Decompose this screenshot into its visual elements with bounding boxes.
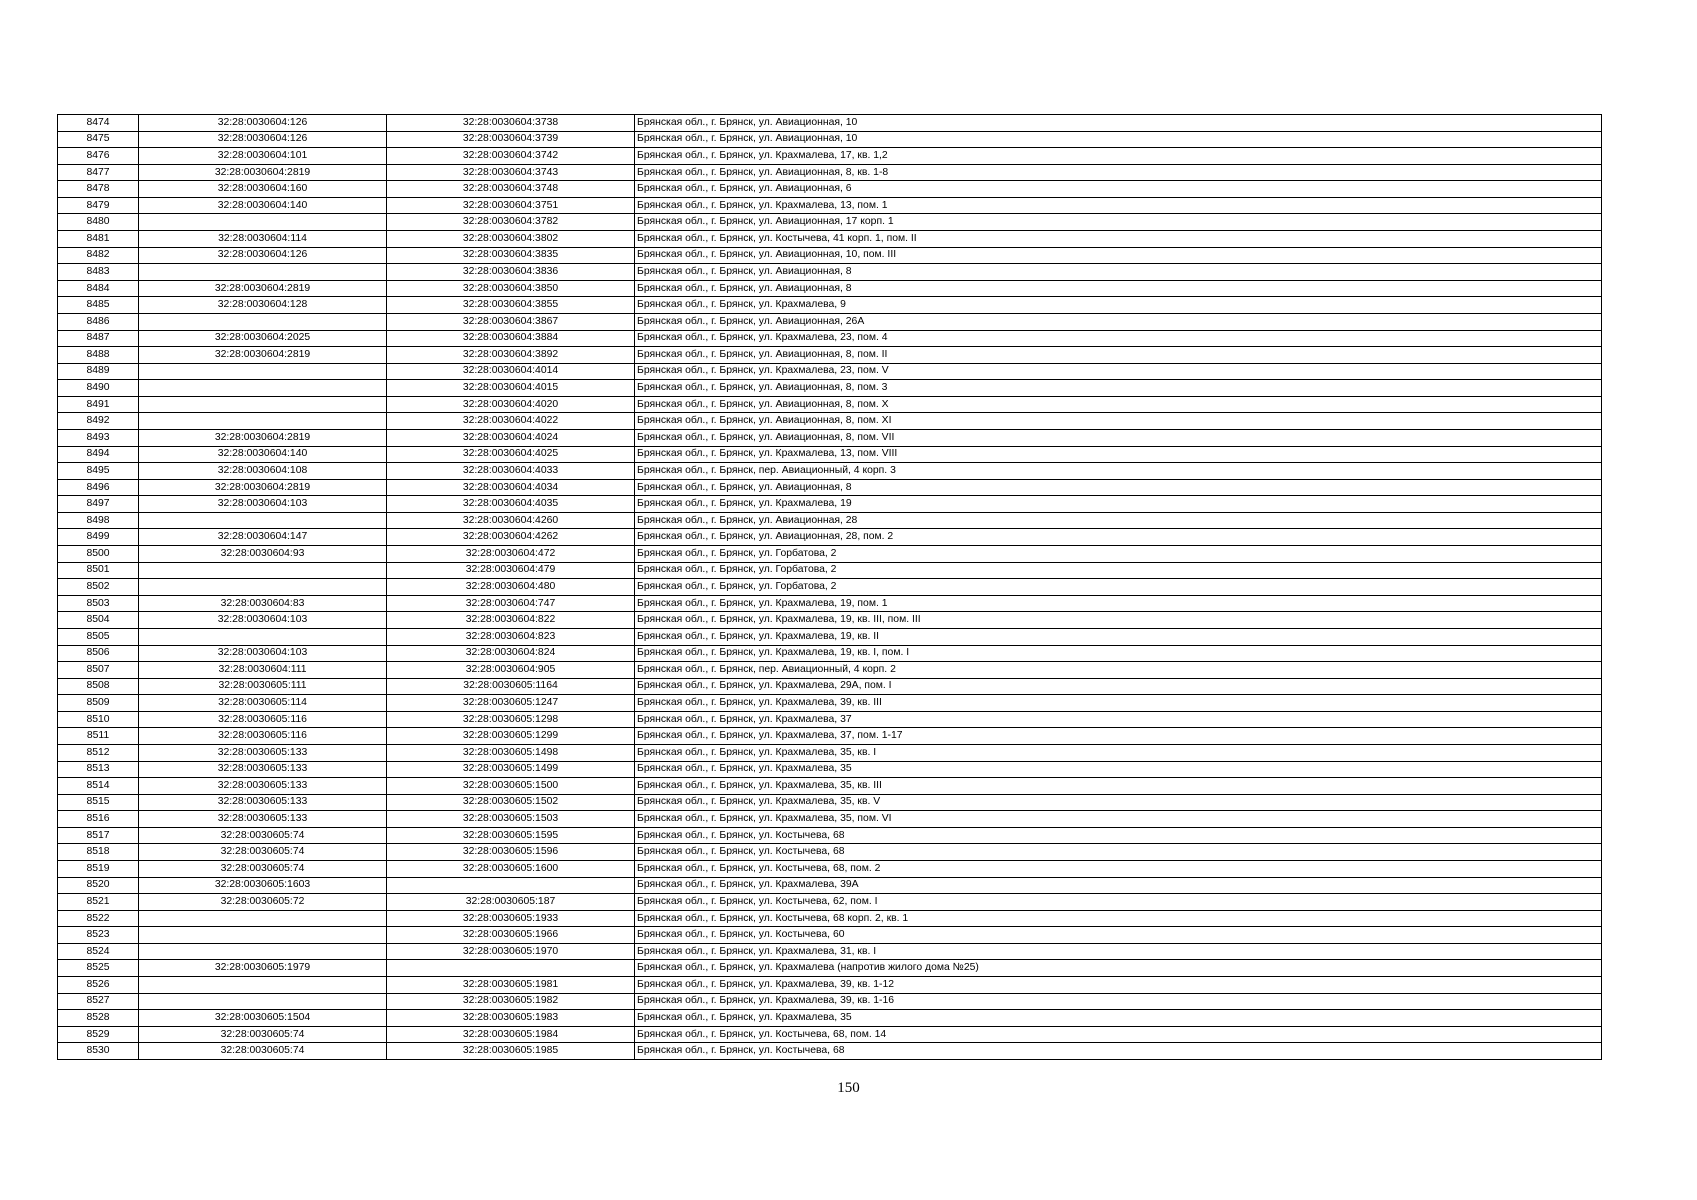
object-cadastral-number-cell: 32:28:0030605:187: [387, 894, 635, 911]
object-cadastral-number-cell: 32:28:0030604:3742: [387, 148, 635, 165]
table-row: [58, 993, 1602, 1010]
parcel-cadastral-number-cell: 32:28:0030605:74: [139, 861, 387, 878]
row-number-cell: 8474: [58, 115, 139, 132]
row-number-cell: 8478: [58, 181, 139, 198]
table-row: [58, 496, 1602, 513]
parcel-cadastral-number-cell: [139, 264, 387, 281]
address-cell: Брянская обл., г. Брянск, ул. Авиационная, 8, пом. II: [635, 347, 1602, 364]
table-row: [58, 164, 1602, 181]
parcel-cadastral-number-cell: 32:28:0030604:93: [139, 546, 387, 563]
object-cadastral-number-cell: 32:28:0030604:3739: [387, 131, 635, 148]
row-number-cell: 8514: [58, 778, 139, 795]
parcel-cadastral-number-cell: 32:28:0030605:133: [139, 778, 387, 795]
row-number-cell: 8487: [58, 330, 139, 347]
parcel-cadastral-number-cell: 32:28:0030605:133: [139, 794, 387, 811]
address-cell: Брянская обл., г. Брянск, ул. Авиационная, 26А: [635, 313, 1602, 330]
row-number-cell: 8495: [58, 463, 139, 480]
row-number-cell: 8528: [58, 1010, 139, 1027]
row-number-cell: 8501: [58, 562, 139, 579]
table-row: [58, 231, 1602, 248]
table-row: [58, 264, 1602, 281]
row-number-cell: 8523: [58, 927, 139, 944]
table-row: [58, 678, 1602, 695]
row-number-cell: 8486: [58, 313, 139, 330]
table-row: [58, 927, 1602, 944]
parcel-cadastral-number-cell: [139, 977, 387, 994]
parcel-cadastral-number-cell: [139, 413, 387, 430]
address-cell: Брянская обл., г. Брянск, ул. Крахмалева, 31, кв. I: [635, 943, 1602, 960]
address-cell: Брянская обл., г. Брянск, ул. Костычева, 68: [635, 827, 1602, 844]
row-number-cell: 8515: [58, 794, 139, 811]
object-cadastral-number-cell: 32:28:0030605:1498: [387, 744, 635, 761]
parcel-cadastral-number-cell: 32:28:0030605:133: [139, 744, 387, 761]
address-cell: Брянская обл., г. Брянск, ул. Горбатова, 2: [635, 546, 1602, 563]
parcel-cadastral-number-cell: 32:28:0030605:74: [139, 844, 387, 861]
table-row: [58, 479, 1602, 496]
row-number-cell: 8488: [58, 347, 139, 364]
table-row: [58, 148, 1602, 165]
register-table-body: [58, 115, 1602, 1060]
parcel-cadastral-number-cell: 32:28:0030604:160: [139, 181, 387, 198]
address-cell: Брянская обл., г. Брянск, ул. Крахмалева (напротив жилого дома №25): [635, 960, 1602, 977]
address-cell: Брянская обл., г. Брянск, ул. Костычева, 68: [635, 844, 1602, 861]
row-number-cell: 8484: [58, 280, 139, 297]
object-cadastral-number-cell: 32:28:0030604:4025: [387, 446, 635, 463]
address-cell: Брянская обл., г. Брянск, ул. Авиационная, 8: [635, 479, 1602, 496]
parcel-cadastral-number-cell: [139, 927, 387, 944]
object-cadastral-number-cell: 32:28:0030605:1502: [387, 794, 635, 811]
row-number-cell: 8519: [58, 861, 139, 878]
row-number-cell: 8517: [58, 827, 139, 844]
parcel-cadastral-number-cell: 32:28:0030604:2819: [139, 164, 387, 181]
parcel-cadastral-number-cell: 32:28:0030604:126: [139, 115, 387, 132]
parcel-cadastral-number-cell: 32:28:0030604:140: [139, 446, 387, 463]
address-cell: Брянская обл., г. Брянск, ул. Крахмалева, 29А, пом. I: [635, 678, 1602, 695]
address-cell: Брянская обл., г. Брянск, ул. Авиационная, 8: [635, 264, 1602, 281]
parcel-cadastral-number-cell: 32:28:0030604:147: [139, 529, 387, 546]
object-cadastral-number-cell: 32:28:0030604:3748: [387, 181, 635, 198]
address-cell: Брянская обл., г. Брянск, ул. Крахмалева, 23, пом. 4: [635, 330, 1602, 347]
address-cell: Брянская обл., г. Брянск, ул. Крахмалева, 19: [635, 496, 1602, 513]
object-cadastral-number-cell: 32:28:0030605:1600: [387, 861, 635, 878]
parcel-cadastral-number-cell: [139, 313, 387, 330]
object-cadastral-number-cell: 32:28:0030605:1983: [387, 1010, 635, 1027]
object-cadastral-number-cell: 32:28:0030604:3884: [387, 330, 635, 347]
address-cell: Брянская обл., г. Брянск, ул. Авиационная, 17 корп. 1: [635, 214, 1602, 231]
parcel-cadastral-number-cell: [139, 628, 387, 645]
parcel-cadastral-number-cell: 32:28:0030605:1979: [139, 960, 387, 977]
object-cadastral-number-cell: 32:28:0030604:4014: [387, 363, 635, 380]
row-number-cell: 8529: [58, 1026, 139, 1043]
row-number-cell: 8494: [58, 446, 139, 463]
row-number-cell: 8511: [58, 728, 139, 745]
object-cadastral-number-cell: 32:28:0030604:3835: [387, 247, 635, 264]
object-cadastral-number-cell: 32:28:0030605:1933: [387, 910, 635, 927]
row-number-cell: 8482: [58, 247, 139, 264]
address-cell: Брянская обл., г. Брянск, ул. Крахмалева, 39, кв. 1-12: [635, 977, 1602, 994]
object-cadastral-number-cell: 32:28:0030604:4024: [387, 429, 635, 446]
address-cell: Брянская обл., г. Брянск, ул. Крахмалева, 13, пом. 1: [635, 197, 1602, 214]
parcel-cadastral-number-cell: [139, 993, 387, 1010]
row-number-cell: 8527: [58, 993, 139, 1010]
row-number-cell: 8503: [58, 595, 139, 612]
table-row: [58, 811, 1602, 828]
object-cadastral-number-cell: 32:28:0030604:472: [387, 546, 635, 563]
row-number-cell: 8512: [58, 744, 139, 761]
address-cell: Брянская обл., г. Брянск, ул. Авиационная, 28, пом. 2: [635, 529, 1602, 546]
parcel-cadastral-number-cell: 32:28:0030604:2025: [139, 330, 387, 347]
address-cell: Брянская обл., г. Брянск, ул. Авиационная, 6: [635, 181, 1602, 198]
object-cadastral-number-cell: 32:28:0030605:1247: [387, 695, 635, 712]
parcel-cadastral-number-cell: 32:28:0030605:1504: [139, 1010, 387, 1027]
row-number-cell: 8479: [58, 197, 139, 214]
table-row: [58, 413, 1602, 430]
row-number-cell: 8481: [58, 231, 139, 248]
object-cadastral-number-cell: 32:28:0030604:3782: [387, 214, 635, 231]
object-cadastral-number-cell: 32:28:0030604:822: [387, 612, 635, 629]
table-row: [58, 711, 1602, 728]
object-cadastral-number-cell: 32:28:0030605:1595: [387, 827, 635, 844]
object-cadastral-number-cell: 32:28:0030604:3743: [387, 164, 635, 181]
parcel-cadastral-number-cell: [139, 562, 387, 579]
object-cadastral-number-cell: 32:28:0030605:1596: [387, 844, 635, 861]
row-number-cell: 8480: [58, 214, 139, 231]
object-cadastral-number-cell: [387, 960, 635, 977]
address-cell: Брянская обл., г. Брянск, ул. Крахмалева, 39, кв. 1-16: [635, 993, 1602, 1010]
address-cell: Брянская обл., г. Брянск, ул. Крахмалева, 39А: [635, 877, 1602, 894]
address-cell: Брянская обл., г. Брянск, ул. Авиационная, 8, пом. X: [635, 396, 1602, 413]
object-cadastral-number-cell: 32:28:0030605:1981: [387, 977, 635, 994]
object-cadastral-number-cell: 32:28:0030604:4022: [387, 413, 635, 430]
table-row: [58, 595, 1602, 612]
parcel-cadastral-number-cell: 32:28:0030605:116: [139, 728, 387, 745]
object-cadastral-number-cell: 32:28:0030604:3867: [387, 313, 635, 330]
table-row: [58, 330, 1602, 347]
object-cadastral-number-cell: 32:28:0030604:4260: [387, 512, 635, 529]
parcel-cadastral-number-cell: 32:28:0030604:126: [139, 131, 387, 148]
row-number-cell: 8485: [58, 297, 139, 314]
object-cadastral-number-cell: 32:28:0030604:3850: [387, 280, 635, 297]
object-cadastral-number-cell: 32:28:0030605:1982: [387, 993, 635, 1010]
table-row: [58, 446, 1602, 463]
table-row: [58, 695, 1602, 712]
address-cell: Брянская обл., г. Брянск, ул. Крахмалева, 19, кв. I, пом. I: [635, 645, 1602, 662]
table-row: [58, 662, 1602, 679]
address-cell: Брянская обл., г. Брянск, ул. Авиационная, 8, кв. 1-8: [635, 164, 1602, 181]
row-number-cell: 8502: [58, 579, 139, 596]
address-cell: Брянская обл., г. Брянск, ул. Авиационная, 8: [635, 280, 1602, 297]
parcel-cadastral-number-cell: [139, 512, 387, 529]
address-cell: Брянская обл., г. Брянск, ул. Костычева, 68 корп. 2, кв. 1: [635, 910, 1602, 927]
parcel-cadastral-number-cell: 32:28:0030604:128: [139, 297, 387, 314]
object-cadastral-number-cell: 32:28:0030604:3892: [387, 347, 635, 364]
object-cadastral-number-cell: 32:28:0030605:1970: [387, 943, 635, 960]
row-number-cell: 8492: [58, 413, 139, 430]
parcel-cadastral-number-cell: 32:28:0030605:114: [139, 695, 387, 712]
object-cadastral-number-cell: 32:28:0030604:4262: [387, 529, 635, 546]
table-row: [58, 181, 1602, 198]
table-row: [58, 1026, 1602, 1043]
address-cell: Брянская обл., г. Брянск, ул. Крахмалева, 35, кв. I: [635, 744, 1602, 761]
row-number-cell: 8530: [58, 1043, 139, 1060]
parcel-cadastral-number-cell: 32:28:0030604:103: [139, 612, 387, 629]
table-row: [58, 827, 1602, 844]
row-number-cell: 8520: [58, 877, 139, 894]
table-row: [58, 877, 1602, 894]
address-cell: Брянская обл., г. Брянск, ул. Авиационная, 10: [635, 131, 1602, 148]
parcel-cadastral-number-cell: 32:28:0030605:133: [139, 761, 387, 778]
register-table: [57, 114, 1602, 1060]
object-cadastral-number-cell: 32:28:0030605:1164: [387, 678, 635, 695]
parcel-cadastral-number-cell: 32:28:0030604:114: [139, 231, 387, 248]
table-row: [58, 960, 1602, 977]
object-cadastral-number-cell: 32:28:0030605:1499: [387, 761, 635, 778]
row-number-cell: 8500: [58, 546, 139, 563]
table-row: [58, 910, 1602, 927]
parcel-cadastral-number-cell: 32:28:0030605:74: [139, 1043, 387, 1060]
row-number-cell: 8516: [58, 811, 139, 828]
address-cell: Брянская обл., г. Брянск, ул. Костычева, 68, пом. 2: [635, 861, 1602, 878]
object-cadastral-number-cell: 32:28:0030604:479: [387, 562, 635, 579]
table-row: [58, 778, 1602, 795]
table-row: [58, 247, 1602, 264]
row-number-cell: 8497: [58, 496, 139, 513]
parcel-cadastral-number-cell: [139, 910, 387, 927]
address-cell: Брянская обл., г. Брянск, ул. Авиационная, 8, пом. 3: [635, 380, 1602, 397]
address-cell: Брянская обл., г. Брянск, ул. Крахмалева, 35, кв. III: [635, 778, 1602, 795]
table-row: [58, 463, 1602, 480]
table-row: [58, 977, 1602, 994]
table-row: [58, 943, 1602, 960]
table-row: [58, 728, 1602, 745]
parcel-cadastral-number-cell: 32:28:0030605:1603: [139, 877, 387, 894]
parcel-cadastral-number-cell: 32:28:0030604:83: [139, 595, 387, 612]
address-cell: Брянская обл., г. Брянск, ул. Авиационная, 8, пом. VII: [635, 429, 1602, 446]
object-cadastral-number-cell: 32:28:0030604:3738: [387, 115, 635, 132]
parcel-cadastral-number-cell: 32:28:0030604:2819: [139, 429, 387, 446]
row-number-cell: 8507: [58, 662, 139, 679]
row-number-cell: 8499: [58, 529, 139, 546]
object-cadastral-number-cell: 32:28:0030605:1500: [387, 778, 635, 795]
table-row: [58, 546, 1602, 563]
row-number-cell: 8493: [58, 429, 139, 446]
parcel-cadastral-number-cell: [139, 363, 387, 380]
address-cell: Брянская обл., г. Брянск, ул. Авиационная, 10, пом. III: [635, 247, 1602, 264]
parcel-cadastral-number-cell: [139, 380, 387, 397]
table-row: [58, 645, 1602, 662]
object-cadastral-number-cell: 32:28:0030604:905: [387, 662, 635, 679]
table-row: [58, 1043, 1602, 1060]
row-number-cell: 8522: [58, 910, 139, 927]
table-row: [58, 313, 1602, 330]
row-number-cell: 8498: [58, 512, 139, 529]
address-cell: Брянская обл., г. Брянск, ул. Горбатова, 2: [635, 562, 1602, 579]
row-number-cell: 8521: [58, 894, 139, 911]
parcel-cadastral-number-cell: 32:28:0030605:111: [139, 678, 387, 695]
object-cadastral-number-cell: 32:28:0030604:823: [387, 628, 635, 645]
address-cell: Брянская обл., г. Брянск, ул. Авиационная, 10: [635, 115, 1602, 132]
row-number-cell: 8525: [58, 960, 139, 977]
address-cell: Брянская обл., г. Брянск, ул. Крахмалева, 39, кв. III: [635, 695, 1602, 712]
object-cadastral-number-cell: 32:28:0030604:4035: [387, 496, 635, 513]
page-number: 150: [837, 1080, 860, 1096]
row-number-cell: 8518: [58, 844, 139, 861]
row-number-cell: 8524: [58, 943, 139, 960]
object-cadastral-number-cell: 32:28:0030605:1503: [387, 811, 635, 828]
object-cadastral-number-cell: 32:28:0030605:1298: [387, 711, 635, 728]
object-cadastral-number-cell: [387, 877, 635, 894]
table-row: [58, 214, 1602, 231]
table-row: [58, 1010, 1602, 1027]
address-cell: Брянская обл., г. Брянск, ул. Крахмалева, 17, кв. 1,2: [635, 148, 1602, 165]
object-cadastral-number-cell: 32:28:0030604:3836: [387, 264, 635, 281]
row-number-cell: 8476: [58, 148, 139, 165]
table-row: [58, 512, 1602, 529]
row-number-cell: 8483: [58, 264, 139, 281]
row-number-cell: 8489: [58, 363, 139, 380]
row-number-cell: 8506: [58, 645, 139, 662]
table-row: [58, 628, 1602, 645]
address-cell: Брянская обл., г. Брянск, ул. Крахмалева, 13, пом. VIII: [635, 446, 1602, 463]
table-row: [58, 612, 1602, 629]
object-cadastral-number-cell: 32:28:0030604:4015: [387, 380, 635, 397]
table-row: [58, 744, 1602, 761]
object-cadastral-number-cell: 32:28:0030605:1966: [387, 927, 635, 944]
row-number-cell: 8491: [58, 396, 139, 413]
address-cell: Брянская обл., г. Брянск, ул. Авиационная, 28: [635, 512, 1602, 529]
row-number-cell: 8477: [58, 164, 139, 181]
object-cadastral-number-cell: 32:28:0030605:1299: [387, 728, 635, 745]
parcel-cadastral-number-cell: [139, 214, 387, 231]
parcel-cadastral-number-cell: 32:28:0030604:101: [139, 148, 387, 165]
table-row: [58, 579, 1602, 596]
address-cell: Брянская обл., г. Брянск, ул. Крахмалева, 19, кв. III, пом. III: [635, 612, 1602, 629]
table-row: [58, 761, 1602, 778]
row-number-cell: 8496: [58, 479, 139, 496]
object-cadastral-number-cell: 32:28:0030604:4033: [387, 463, 635, 480]
table-row: [58, 861, 1602, 878]
address-cell: Брянская обл., г. Брянск, ул. Крахмалева, 9: [635, 297, 1602, 314]
row-number-cell: 8490: [58, 380, 139, 397]
parcel-cadastral-number-cell: 32:28:0030604:140: [139, 197, 387, 214]
row-number-cell: 8504: [58, 612, 139, 629]
address-cell: Брянская обл., г. Брянск, ул. Крахмалева, 35, пом. VI: [635, 811, 1602, 828]
address-cell: Брянская обл., г. Брянск, пер. Авиационный, 4 корп. 3: [635, 463, 1602, 480]
table-row: [58, 794, 1602, 811]
object-cadastral-number-cell: 32:28:0030604:4034: [387, 479, 635, 496]
address-cell: Брянская обл., г. Брянск, ул. Крахмалева, 19, кв. II: [635, 628, 1602, 645]
address-cell: Брянская обл., г. Брянск, ул. Костычева, 41 корп. 1, пом. II: [635, 231, 1602, 248]
table-row: [58, 396, 1602, 413]
table-row: [58, 363, 1602, 380]
object-cadastral-number-cell: 32:28:0030604:4020: [387, 396, 635, 413]
address-cell: Брянская обл., г. Брянск, ул. Костычева, 68: [635, 1043, 1602, 1060]
table-row: [58, 131, 1602, 148]
table-row: [58, 380, 1602, 397]
address-cell: Брянская обл., г. Брянск, ул. Крахмалева, 37, пом. 1-17: [635, 728, 1602, 745]
address-cell: Брянская обл., г. Брянск, ул. Крахмалева, 37: [635, 711, 1602, 728]
parcel-cadastral-number-cell: 32:28:0030605:72: [139, 894, 387, 911]
row-number-cell: 8526: [58, 977, 139, 994]
table-row: [58, 429, 1602, 446]
row-number-cell: 8508: [58, 678, 139, 695]
table-row: [58, 280, 1602, 297]
object-cadastral-number-cell: 32:28:0030604:747: [387, 595, 635, 612]
parcel-cadastral-number-cell: 32:28:0030604:2819: [139, 280, 387, 297]
address-cell: Брянская обл., г. Брянск, ул. Крахмалева, 35, кв. V: [635, 794, 1602, 811]
row-number-cell: 8505: [58, 628, 139, 645]
table-row: [58, 347, 1602, 364]
address-cell: Брянская обл., г. Брянск, пер. Авиационный, 4 корп. 2: [635, 662, 1602, 679]
parcel-cadastral-number-cell: [139, 396, 387, 413]
parcel-cadastral-number-cell: 32:28:0030604:108: [139, 463, 387, 480]
address-cell: Брянская обл., г. Брянск, ул. Крахмалева, 35: [635, 1010, 1602, 1027]
object-cadastral-number-cell: 32:28:0030604:3802: [387, 231, 635, 248]
address-cell: Брянская обл., г. Брянск, ул. Крахмалева, 35: [635, 761, 1602, 778]
table-row: [58, 115, 1602, 132]
parcel-cadastral-number-cell: 32:28:0030604:103: [139, 645, 387, 662]
object-cadastral-number-cell: 32:28:0030604:3751: [387, 197, 635, 214]
parcel-cadastral-number-cell: 32:28:0030605:74: [139, 1026, 387, 1043]
parcel-cadastral-number-cell: 32:28:0030604:103: [139, 496, 387, 513]
address-cell: Брянская обл., г. Брянск, ул. Горбатова, 2: [635, 579, 1602, 596]
table-row: [58, 894, 1602, 911]
object-cadastral-number-cell: 32:28:0030604:824: [387, 645, 635, 662]
row-number-cell: 8509: [58, 695, 139, 712]
address-cell: Брянская обл., г. Брянск, ул. Авиационная, 8, пом. XI: [635, 413, 1602, 430]
object-cadastral-number-cell: 32:28:0030604:3855: [387, 297, 635, 314]
row-number-cell: 8510: [58, 711, 139, 728]
address-cell: Брянская обл., г. Брянск, ул. Костычева, 68, пом. 14: [635, 1026, 1602, 1043]
parcel-cadastral-number-cell: 32:28:0030604:111: [139, 662, 387, 679]
object-cadastral-number-cell: 32:28:0030604:480: [387, 579, 635, 596]
parcel-cadastral-number-cell: 32:28:0030604:2819: [139, 347, 387, 364]
row-number-cell: 8475: [58, 131, 139, 148]
object-cadastral-number-cell: 32:28:0030605:1985: [387, 1043, 635, 1060]
table-row: [58, 844, 1602, 861]
table-row: [58, 197, 1602, 214]
parcel-cadastral-number-cell: 32:28:0030605:74: [139, 827, 387, 844]
parcel-cadastral-number-cell: 32:28:0030605:116: [139, 711, 387, 728]
address-cell: Брянская обл., г. Брянск, ул. Костычева, 60: [635, 927, 1602, 944]
object-cadastral-number-cell: 32:28:0030605:1984: [387, 1026, 635, 1043]
table-row: [58, 529, 1602, 546]
parcel-cadastral-number-cell: 32:28:0030605:133: [139, 811, 387, 828]
parcel-cadastral-number-cell: [139, 579, 387, 596]
address-cell: Брянская обл., г. Брянск, ул. Крахмалева, 23, пом. V: [635, 363, 1602, 380]
address-cell: Брянская обл., г. Брянск, ул. Крахмалева, 19, пом. 1: [635, 595, 1602, 612]
address-cell: Брянская обл., г. Брянск, ул. Костычева, 62, пом. I: [635, 894, 1602, 911]
parcel-cadastral-number-cell: 32:28:0030604:126: [139, 247, 387, 264]
parcel-cadastral-number-cell: [139, 943, 387, 960]
table-row: [58, 562, 1602, 579]
row-number-cell: 8513: [58, 761, 139, 778]
table-row: [58, 297, 1602, 314]
parcel-cadastral-number-cell: 32:28:0030604:2819: [139, 479, 387, 496]
